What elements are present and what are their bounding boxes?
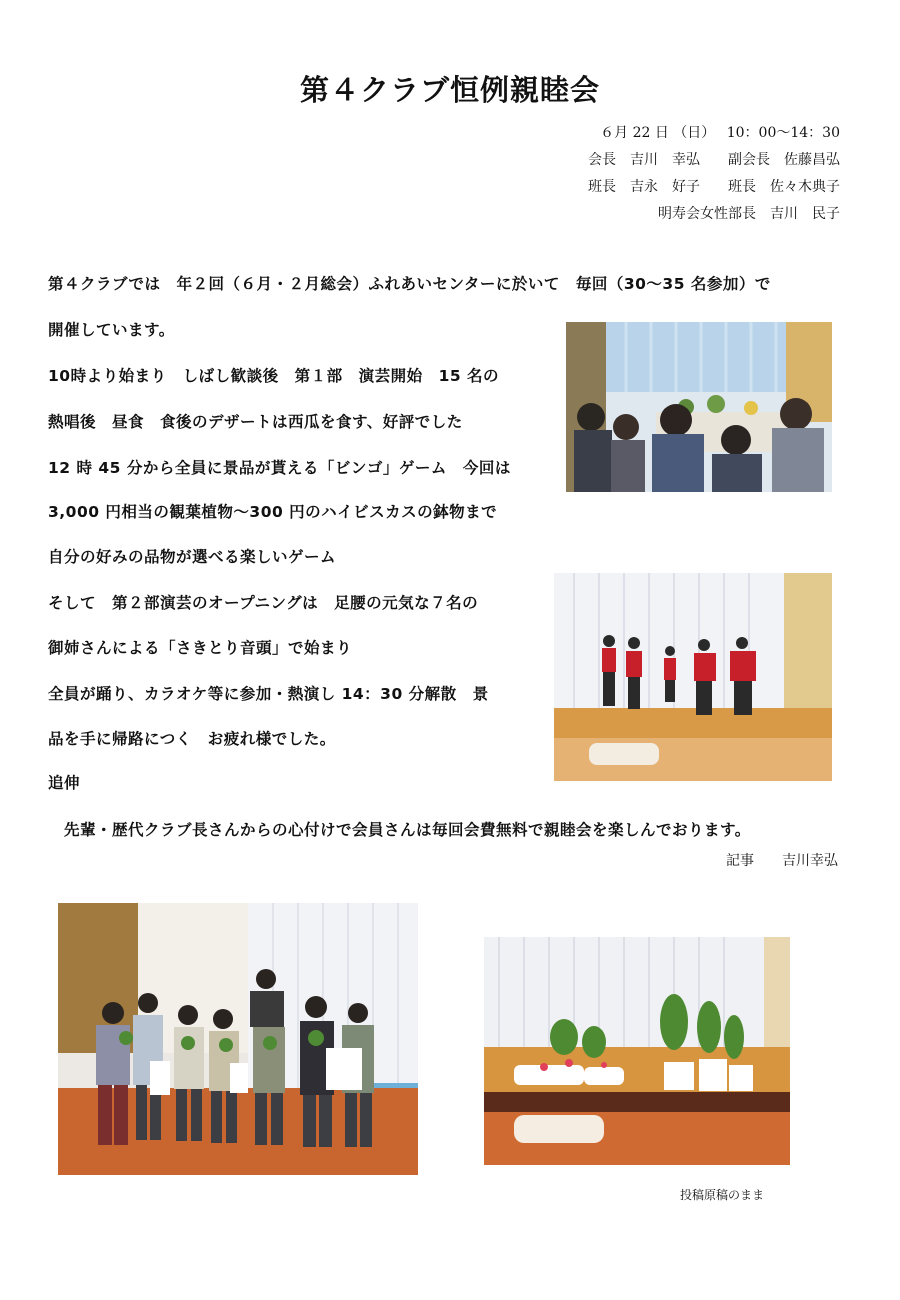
photo-lunch xyxy=(566,322,832,492)
body-line-13: 先輩・歴代クラブ長さんからの心付けで会員さんは毎回会費無料で親睦会を楽しんでおります。 xyxy=(64,821,751,839)
body-line-7: 自分の好みの品物が選べる楽しいゲーム xyxy=(48,548,337,566)
body-line-8: そして 第２部演芸のオープニングは 足腰の元気な７名の xyxy=(48,594,479,612)
body-line-10: 全員が踊り、カラオケ等に参加・熱演し 14：30 分解散 景 xyxy=(48,685,489,703)
body-line-2: 開催しています。 xyxy=(48,321,175,339)
body-line-9: 御姉さんによる「さきとり音頭」で始まり xyxy=(48,639,353,657)
body-line-11: 品を手に帰路につく お疲れ様でした。 xyxy=(48,730,336,748)
body-line-1: 第４クラブでは 年２回（６月・２月総会）ふれあいセンターに於いて 毎回（30～35 名参加）で xyxy=(48,275,771,293)
body-line-5: 12 時 45 分から全員に景品が貰える「ビンゴ」ゲーム 今回は xyxy=(48,459,511,477)
body-line-6: 3,000 円相当の観葉植物～300 円のハイビスカスの鉢物まで xyxy=(48,503,498,521)
photo-stage-dance xyxy=(554,573,832,781)
officers-line-1: 会長 吉川 幸弘 副会長 佐藤昌弘 xyxy=(588,152,840,168)
photo-caption: 投稿原稿のまま xyxy=(680,1188,765,1202)
officers-line-3: 明寿会女性部長 吉川 民子 xyxy=(658,206,840,222)
officers-line-2: 班長 吉永 好子 班長 佐々木典子 xyxy=(588,179,840,195)
article-credit: 記事 吉川幸弘 xyxy=(726,853,838,869)
body-line-12: 追伸 xyxy=(48,774,81,792)
photo-group-prizes xyxy=(58,903,418,1175)
photo-prize-plants xyxy=(484,937,790,1165)
page-title: 第４クラブ恒例親睦会 xyxy=(299,73,600,107)
body-line-3: 10時より始まり しばし歓談後 第１部 演芸開始 15 名の xyxy=(48,367,500,385)
event-date-time: ６月 22 日 （日） 10：00～14：30 xyxy=(600,125,840,141)
body-line-4: 熱唱後 昼食 食後のデザートは西瓜を食す、好評でした xyxy=(48,413,463,431)
